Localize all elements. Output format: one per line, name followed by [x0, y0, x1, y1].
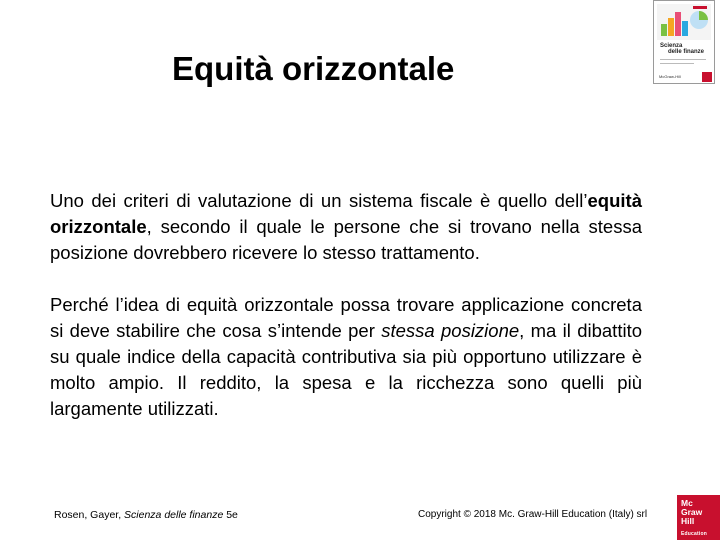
footer-copyright: Copyright © 2018 Mc. Graw-Hill Education (Italy) srl	[418, 509, 648, 520]
cover-title	[660, 43, 712, 55]
body-paragraph	[50, 292, 642, 422]
cover-rule	[660, 63, 694, 64]
cover-chart-art	[657, 4, 711, 40]
paragraph-text: Uno dei criteri di valutazione di un sistema fiscale è quello dell’	[50, 190, 588, 211]
footer-book-title: Scienza delle finanze	[124, 509, 224, 521]
book-cover-thumbnail	[653, 0, 715, 84]
mcgraw-hill-logo	[677, 495, 720, 540]
logo-subline: Education	[681, 531, 707, 537]
paragraph-text: Perché l’idea di equità orizzontale possa trovare applicazione concreta si deve stabilire che cosa s’intende per	[50, 294, 642, 341]
logo-line: Hill	[681, 516, 695, 526]
cover-title-line2: delle finanze	[668, 49, 705, 55]
logo-line: Graw	[681, 507, 703, 517]
footer-citation	[54, 509, 238, 521]
cover-title-line1: Scienza	[660, 43, 683, 49]
footer-citation-suffix: 5e	[223, 509, 238, 521]
body-paragraph	[50, 188, 642, 266]
emphasis-italic: stessa posizione	[381, 320, 520, 341]
paragraph-text: , secondo il quale le persone che si trovano nella stessa posizione dovrebbero ricevere lo stesso trattamento.	[50, 216, 642, 263]
paragraph-text: , ma il dibattito su quale indice della capacità contributiva sia più opportuno utilizzare è molto ampio. Il reddito, la spesa e la ricchezza sono quelli più largamente utilizzati.	[50, 320, 643, 419]
slide-title: Equità orizzontale	[172, 50, 455, 87]
cover-publisher-logo	[702, 72, 712, 82]
emphasis-bold: equità orizzontale	[50, 190, 642, 237]
cover-publisher: McGraw-Hill	[659, 74, 681, 79]
cover-rule	[660, 59, 706, 60]
logo-line: Mc	[681, 498, 693, 508]
footer-citation-prefix: Rosen, Gayer,	[54, 509, 125, 521]
